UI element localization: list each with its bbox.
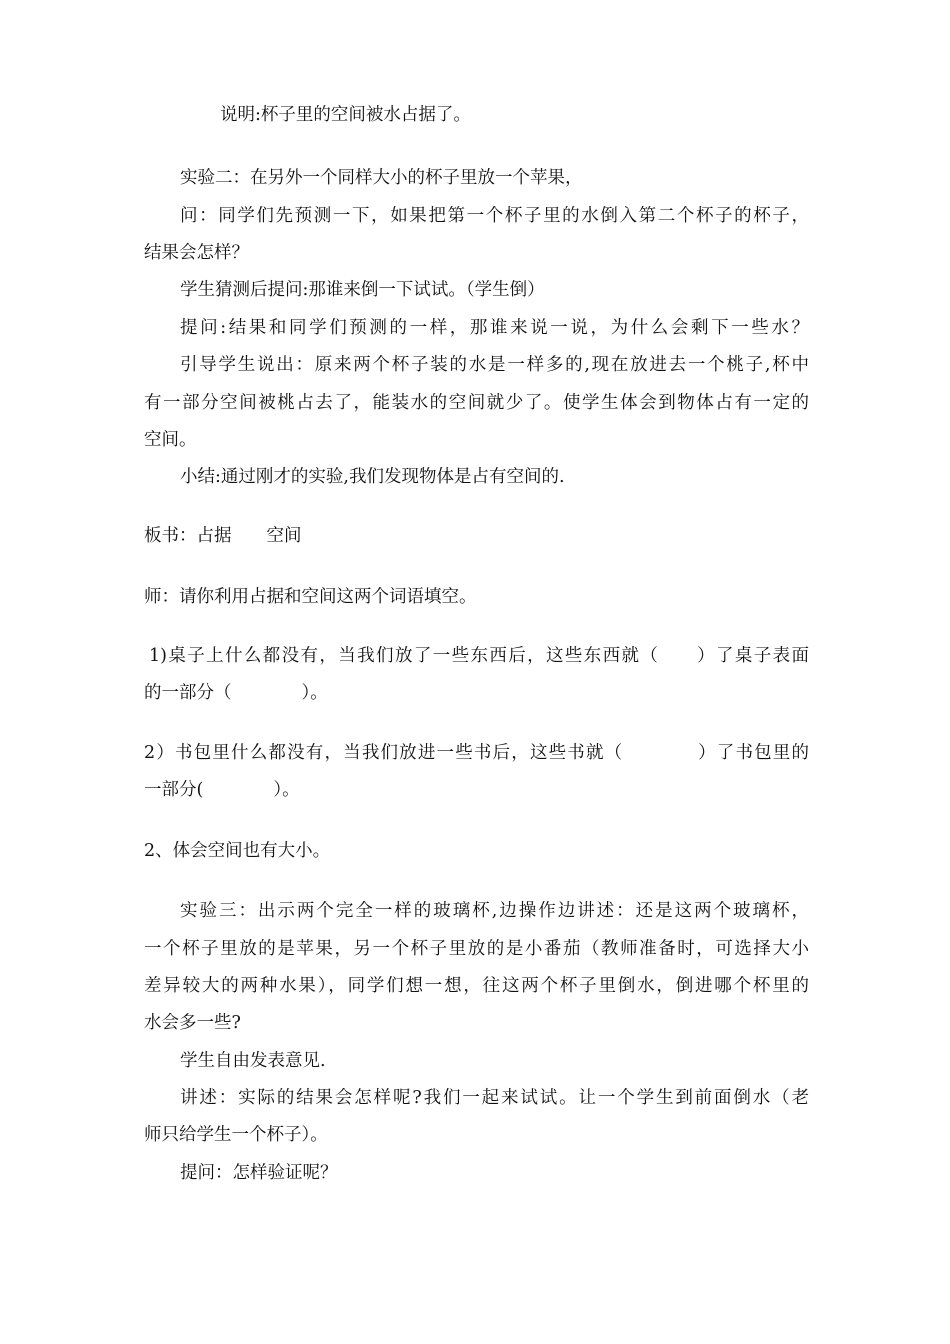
paragraph-blackboard: 板书：占据 空间 [144, 526, 302, 546]
paragraph-experiment-three-line4: 水会多一些? [144, 1013, 241, 1033]
paragraph-student-guess: 学生猜测后提问:那谁来倒一下试试。（学生倒） [180, 280, 545, 300]
paragraph-experiment-three-line1: 实验三：出示两个完全一样的玻璃杯,边操作边讲述：还是这两个玻璃杯， [180, 901, 809, 921]
exercise-1-line1: 1)桌子上什么都没有，当我们放了一些东西后，这些东西就（ ）了桌子表面 [149, 646, 809, 666]
paragraph-narration-line2: 师只给学生一个杯子）。 [144, 1125, 328, 1145]
paragraph-student-opinion: 学生自由发表意见. [180, 1051, 326, 1071]
paragraph-guide-line1: 引导学生说出：原来两个杯子装的水是一样多的,现在放进去一个桃子,杯中 [180, 355, 809, 375]
paragraph-ask-result: 提问:结果和同学们预测的一样，那谁来说一说，为什么会剩下一些水？ [180, 318, 809, 338]
paragraph-narration-line1: 讲述：实际的结果会怎样呢?我们一起来试试。让一个学生到前面倒水（老 [180, 1088, 809, 1108]
section-heading-space-size: 2、体会空间也有大小。 [144, 841, 331, 861]
paragraph-experiment-three-line3: 差异较大的两种水果），同学们想一想，往这两个杯子里倒水，倒进哪个杯里的 [144, 976, 809, 996]
paragraph-experiment-three-line2: 一个杯子里放的是苹果，另一个杯子里放的是小番茄（教师准备时，可选择大小 [144, 939, 809, 959]
paragraph-question-line2: 结果会怎样？ [144, 243, 249, 263]
paragraph-summary: 小结:通过刚才的实验,我们发现物体是占有空间的. [180, 467, 565, 487]
exercise-2-line1: 2）书包里什么都没有，当我们放进一些书后，这些书就（ ）了书包里的 [144, 743, 809, 763]
paragraph-guide-line3: 空间。 [144, 430, 197, 450]
paragraph-teacher: 师：请你利用占据和空间这两个词语填空。 [144, 587, 477, 607]
paragraph-ask-verify: 提问：怎样验证呢？ [180, 1163, 338, 1183]
exercise-2-line2: 一部分( ）。 [144, 780, 300, 800]
exercise-1-line2: 的一部分（ ）。 [144, 683, 328, 703]
paragraph-explanation: 说明:杯子里的空间被水占据了。 [220, 105, 471, 125]
paragraph-experiment-two: 实验二：在另外一个同样大小的杯子里放一个苹果， [180, 168, 583, 188]
paragraph-guide-line2: 有一部分空间被桃占去了，能装水的空间就少了。使学生体会到物体占有一定的 [144, 393, 809, 413]
paragraph-question-line1: 问：同学们先预测一下，如果把第一个杯子里的水倒入第二个杯子的杯子， [180, 206, 809, 226]
